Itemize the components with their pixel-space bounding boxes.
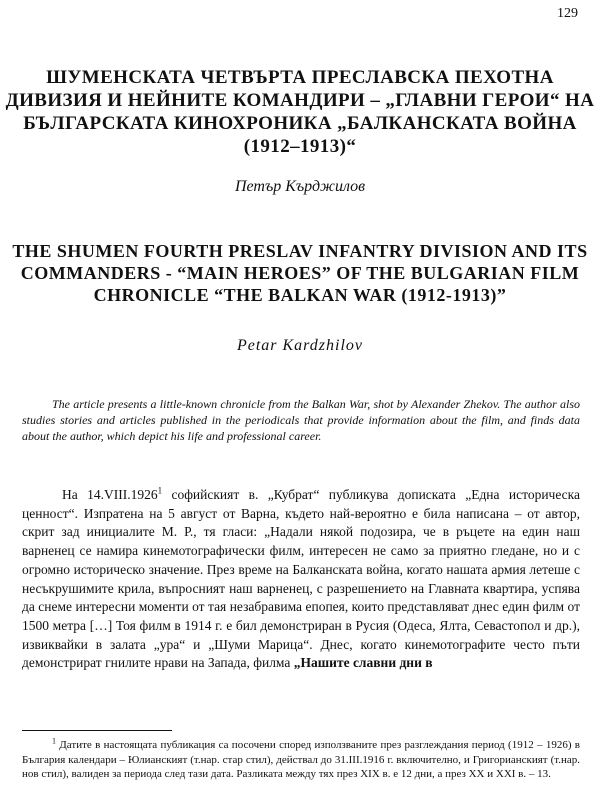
- body-date: На 14.VIII.1926: [62, 487, 158, 502]
- author-name-english: Petar Kardzhilov: [236, 337, 364, 354]
- footnote-divider: [22, 730, 172, 731]
- abstract: The article presents a little-known chronicle from the Balkan War, shot by Alexander Zhekov. The author also studies stories and articles published in the periodicals that provide information about the film, and finds data about the author, which depict his life and professional career.: [22, 397, 580, 443]
- footnote-mark: 1: [52, 736, 56, 746]
- footnote-text: Датите в настоящата публикация са посочени според използваните през разглеждания период (1912 – 1926) в България календари – Юлианският (т.нар. стар стил), действал до 31.III.1916 г. включително, и Григорианският (т.нар. нов стил), валиден за периода след тази дата. Разликата между тях през XIX в. е 12 дни, а през XX и XXI в. – 13.: [22, 739, 580, 780]
- footnote: [22, 738, 580, 782]
- page-number: 129: [557, 6, 578, 21]
- article-title-bulgarian: ШУМЕНСКАТА ЧЕТВЪРТА ПРЕСЛАВСКА ПЕХОТНА ДИВИЗИЯ И НЕЙНИТЕ КОМАНДИРИ – „ГЛАВНИ ГЕРОИ“ НА БЪЛГАРСКАТА КИНОХРОНИКА „БАЛКАНСКАТА ВОЙНА (1912–1913)“: [5, 67, 595, 157]
- film-title-bold: „Нашите славни дни в: [293, 655, 433, 671]
- article-title-english: THE SHUMEN FOURTH PRESLAV INFANTRY DIVISION AND ITS COMMANDERS - “MAIN HEROES” OF THE BULGARIAN FILM CHRONICLE “THE BALKAN WAR (1912-1913)”: [12, 241, 588, 305]
- body-paragraph: [22, 486, 580, 673]
- body-text: софийският в. „Кубрат“ публикува дописката „Една историческа ценност“. Изпратена на 5 август от Варна, където най-вероятно е била написана – от автор, скрит зад инициалите М. Р., тя гласи: „Надали някой подозира, че в ръцете на един наш варненец се намира кинемотографически филм, интересен не само за приятно гледане, но и с огромно историческо значение. През време на Балканската война, когато нашата армия летеше с несъкрушимите крила, въпросният наш варненец, с разрешението на Главната квартира, успява да снеме интересни моменти от тая незабравима епопея, които представляват днес един филм от 1500 метра […] Тоя филм в 1914 г. е бил демонстриран в Русия (Одеса, Ялта, Севастопол и др.), извиквайки в залата „ура“ и „Шуми Марица“. Днес, когато кинемотографите често пъти демонстрират гнилите нрави на Запада, филма: [22, 487, 580, 671]
- author-name-bulgarian: Петър Кърджилов: [234, 178, 366, 195]
- footnote-reference[interactable]: 1: [157, 485, 163, 496]
